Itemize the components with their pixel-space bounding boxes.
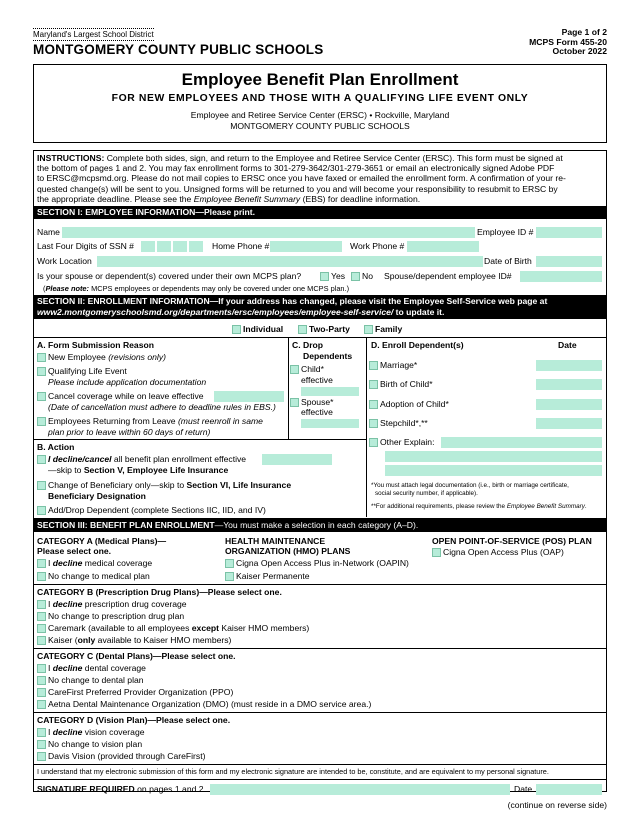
option-label: all benefit plan enrollment effective [111,454,247,464]
form-title: Employee Benefit Plan Enrollment [181,70,459,89]
checkbox[interactable] [37,752,46,761]
drop-child-option[interactable] [290,364,324,375]
home-phone-label: Home Phone # [212,241,270,251]
other-explain-field-3[interactable] [385,465,602,476]
instructions-label: INSTRUCTIONS: [37,153,105,163]
coverage-family[interactable] [364,324,402,335]
section2b-title: B. Action [37,442,75,452]
signature-date-label: Date [514,784,533,794]
section3-header [33,518,607,532]
section3-title: SECTION III: BENEFIT PLAN ENROLLMENT [37,520,215,530]
enroll-other-option[interactable] [369,437,434,448]
option-label: I [48,727,53,737]
rx-decline-option[interactable] [37,599,187,610]
option-label: Caremark (available to all employees [48,623,192,633]
checkbox[interactable] [369,438,378,447]
option-label: Cigna Open Access Plus in-Network (OAPIN) [236,558,409,568]
work-phone-field[interactable] [407,241,479,252]
option-label: except [191,623,220,633]
cancel-note: (Date of cancellation must adhere to deadline rules in EBS.) [48,402,276,412]
option-label: Adoption of Child* [380,399,449,409]
employee-id-label: Employee ID # [477,227,534,237]
option-label: Child* [301,364,324,374]
option-label: Birth of Child* [380,379,433,389]
pos-title: OPEN POINT-OF-SERVICE (POS) PLAN [432,536,592,546]
checkbox[interactable] [37,676,46,685]
work-location-label: Work Location [37,256,92,266]
dental-decline-option[interactable] [37,663,146,674]
option-label: Qualifying Life Event [48,366,127,376]
pos-cigna-option[interactable] [432,547,564,558]
dental-dmo-option[interactable] [37,699,371,710]
option-label: Marriage* [380,360,418,370]
spouse-id-label: Spouse/dependent employee ID# [384,271,512,281]
checkbox[interactable] [37,664,46,673]
option-label: Aetna Dental Maintenance Organization (DMO) (must reside in a DMO service area.) [48,699,372,709]
checkbox[interactable] [37,481,46,490]
note-text: MCPS employees or dependents may only be covered under one MCPS plan.) [89,284,350,293]
dob-label: Date of Birth [484,256,532,266]
note-paren: ( [43,284,46,293]
instructions-line: Complete both sides, sign, and return to the Employee and Retiree Service Center (ERSC). This form must be signed at [106,153,563,163]
checkbox[interactable] [364,325,373,334]
qle-note: Please include application documentation [48,377,207,387]
checkbox[interactable] [351,272,360,281]
form-date: October 2022 [552,46,607,56]
option-label: Davis Vision (provided through CareFirst) [48,751,206,761]
service-center: Employee and Retiree Service Center (ERSC) • Rockville, Maryland [190,110,450,120]
rx-kaiser-option[interactable] [37,635,231,646]
option-label: Yes [331,271,346,281]
checkbox[interactable] [290,365,299,374]
decline-all-option[interactable] [37,454,246,465]
option-label: No change to vision plan [48,739,143,749]
option-label: Kaiser Permanente [236,571,310,581]
hmo-cigna-option[interactable] [225,558,409,569]
checkbox[interactable] [37,572,46,581]
hmo-kaiser-option[interactable] [225,571,310,582]
checkbox[interactable] [225,572,234,581]
checkbox[interactable] [225,559,234,568]
checkbox[interactable] [369,361,378,370]
checkbox[interactable] [37,506,46,515]
district-name: MONTGOMERY COUNTY PUBLIC SCHOOLS [33,42,324,57]
ess-link[interactable]: www2.montgomeryschoolsmd.org/departments/ersc/employees/employee-self-service/ [37,307,394,317]
divider [33,337,607,338]
enroll-stepchild-option[interactable] [369,418,428,429]
ssn-digit-4[interactable] [189,241,203,252]
checkbox[interactable] [369,400,378,409]
footnote-1 [371,482,569,498]
enroll-birth-option[interactable] [369,379,433,390]
ssn-digit-1[interactable] [141,241,155,252]
option-label: Stepchild*,** [380,418,428,428]
signature-pages: on pages 1 and 2 [134,784,204,794]
medical-decline-option[interactable] [37,558,152,569]
cat-c-title: CATEGORY C (Dental Plans)—Please select one. [37,651,236,661]
checkbox[interactable] [432,548,441,557]
option-label: No change to dental plan [48,675,144,685]
section1-header: SECTION I: EMPLOYEE INFORMATION—Please print. [33,206,607,219]
dental-ppo-option[interactable] [37,687,233,698]
option-label: I decline/cancel [48,454,112,464]
divider [33,712,607,713]
coverage-individual[interactable] [232,324,283,335]
option-label: I [48,663,53,673]
cancel-coverage-option[interactable] [37,391,204,402]
ssn-label: Last Four Digits of SSN # [37,241,134,251]
dob-field[interactable] [536,256,602,267]
divider [33,439,366,440]
option-label: decline [52,599,83,609]
page-number: Page 1 of 2 [561,27,607,37]
district-tag: Maryland's Largest School District [33,30,154,39]
option-label: medical coverage [82,558,153,568]
spouse-no-option[interactable] [351,271,373,282]
qualifying-life-event-option[interactable] [37,366,127,377]
checkbox[interactable] [37,417,46,426]
option-label: No [362,271,373,281]
checkbox[interactable] [37,612,46,621]
option-label: available to Kaiser HMO members) [95,635,232,645]
ebs-reference: Employee Benefit Summary [193,193,301,204]
checkbox[interactable] [232,325,241,334]
cat-b-select: —Please select one. [199,587,282,597]
checkbox[interactable] [37,636,46,645]
option-label: decline [52,663,83,673]
mcps-note [43,284,349,293]
employee-id-field[interactable] [536,227,602,238]
cat-a-select: Please select one. [37,546,112,556]
add-drop-dependent-option[interactable] [37,505,266,516]
work-location-field[interactable] [97,256,483,267]
ssn-digit-2[interactable] [157,241,171,252]
name-label: Name [37,227,60,237]
checkbox[interactable] [37,367,46,376]
section2-header-line: SECTION II: ENROLLMENT INFORMATION—If your address has changed, please visit the Employee Self-Service web page at [37,296,548,306]
vision-no-change-option[interactable] [37,739,142,750]
checkbox[interactable] [37,392,46,401]
birth-date-field[interactable] [536,379,602,390]
cat-a-title [37,536,166,556]
option-label: Cancel coverage while on leave effective [48,391,204,401]
checkbox[interactable] [37,728,46,737]
spouse-id-field[interactable] [520,271,602,282]
section2a-title: A. Form Submission Reason [37,340,154,350]
instructions-line: quested change(s) will be sent to you. Unsigned forms will be returned to you and will become your responsibility to resubmit to ERSC by [37,183,558,194]
enroll-adoption-option[interactable] [369,399,449,410]
section2c-title-line: C. Drop [292,340,324,350]
cat-a-title-line: CATEGORY A (Medical Plans)— [37,536,167,546]
option-label: I [48,558,53,568]
instructions [37,153,603,204]
option-note: (revisions only) [108,352,166,362]
rx-no-change-option[interactable] [37,611,184,622]
ssn-digit-3[interactable] [173,241,187,252]
checkbox[interactable] [369,380,378,389]
spouse-question: Is your spouse or dependent(s) covered under their own MCPS plan? [37,271,302,281]
divider [288,337,289,439]
skip-note [48,465,228,476]
option-label: Kaiser ( [48,635,78,645]
note-label: Please note: [45,284,90,293]
instructions-line: the bottom of pages 1 and 2. You may fax enrollment forms to 301-279-3642/301-279-3651 or email an electronically signed Adobe PDF [37,163,555,174]
stepchild-date-field[interactable] [536,418,602,429]
option-label: decline [52,558,83,568]
footnote-line: **For additional requirements, please review the [371,503,507,510]
checkbox[interactable] [369,419,378,428]
section2d-date-title: Date [558,340,577,350]
checkbox[interactable] [37,624,46,633]
option-label: Two-Party [309,324,350,334]
option-label: No change to medical plan [48,571,150,581]
coverage-two-party[interactable] [298,324,350,335]
drop-spouse-date-field[interactable] [301,419,359,428]
signature-date-field[interactable] [536,784,602,795]
instructions-line: the appropriate deadline. Please see the [37,193,194,204]
option-label: only [77,635,96,645]
checkbox[interactable] [37,700,46,709]
instructions-line: to ERSC@mcpsmd.org. Please do not mail copies to ERSC once you have faxed or emailed the enrollment form. A confirmation of your re- [37,173,566,184]
cat-b-title [37,587,282,598]
cancel-date-field[interactable] [214,391,284,402]
divider [33,779,607,780]
checkbox[interactable] [37,353,46,362]
form-number: MCPS Form 455-20 [529,36,607,47]
option-label: Add/Drop Dependent (complete Sections IIC, IID, and IV) [48,505,266,515]
vision-davis-option[interactable] [37,751,205,762]
decline-date-field[interactable] [262,454,332,465]
returning-from-leave-option[interactable] [37,416,263,427]
checkbox[interactable] [298,325,307,334]
checkbox[interactable] [37,600,46,609]
other-explain-field[interactable] [441,437,602,448]
option-label: CareFirst Preferred Provider Organization (PPO) [48,687,234,697]
section2-header-line: to update it. [393,307,445,317]
signature-required: SIGNATURE REQUIRED [37,784,135,794]
footnote-2 [371,503,587,511]
option-label: dental coverage [82,663,146,673]
option-label: I [48,599,53,609]
marriage-date-field[interactable] [536,360,602,371]
divider [33,764,607,765]
section2d-title: D. Enroll Dependent(s) [371,340,464,350]
option-label: Section VI, Life Insurance [186,480,292,490]
option-label: prescription drug coverage [82,599,187,609]
option-label: vision coverage [82,727,145,737]
checkbox[interactable] [290,398,299,407]
ebs-reference: Employee Benefit Summary [506,503,585,510]
option-label: decline [52,727,83,737]
beneficiary-section: Beneficiary Designation [48,491,146,501]
continue-note: (continue on reverse side) [507,800,607,810]
vision-decline-option[interactable] [37,727,145,738]
footnote-line: social security number, if applicable). [375,490,478,497]
new-employee-option[interactable] [37,352,166,363]
signature-field[interactable] [210,784,510,795]
drop-child-date-field[interactable] [301,387,359,396]
skip-section: Section V, Employee Life Insurance [83,465,229,475]
hmo-title-line: ORGANIZATION (HMO) PLANS [225,546,351,556]
hmo-title [225,536,350,556]
other-explain-field-2[interactable] [385,451,602,462]
section2c-title [292,340,352,361]
footnote-line: . [584,503,587,510]
checkbox[interactable] [37,559,46,568]
dental-no-change-option[interactable] [37,675,144,686]
returning-note: plan prior to leave within 60 days of return) [48,427,211,437]
checkbox[interactable] [37,455,46,464]
name-field[interactable] [62,227,475,238]
option-note: (must reenroll in same [177,416,263,426]
effective-label: effective [301,407,333,417]
option-label: Other Explain: [380,437,435,447]
signature-label [37,784,204,795]
option-label: No change to prescription drug plan [48,611,185,621]
option-label: Individual [243,324,284,334]
option-label: Family [375,324,403,334]
spouse-yes-option[interactable] [320,271,345,282]
cat-b-title-text: CATEGORY B (Prescription Drug Plans) [37,587,200,597]
footnote-line: *You must attach legal documentation (i.e., birth or marriage certificate, [371,482,569,489]
checkbox[interactable] [37,740,46,749]
form-subtitle: FOR NEW EMPLOYEES AND THOSE WITH A QUALIFYING LIFE EVENT ONLY [111,93,529,104]
hmo-title-line: HEALTH MAINTENANCE [225,536,326,546]
rx-caremark-option[interactable] [37,623,309,634]
divider [366,337,367,517]
cat-d-title: CATEGORY D (Vision Plan)—Please select one. [37,715,231,725]
work-phone-label: Work Phone # [350,241,405,251]
option-label: Kaiser HMO members) [219,623,310,633]
medical-no-change-option[interactable] [37,571,150,582]
skip-text: —skip to [48,465,84,475]
checkbox[interactable] [320,272,329,281]
section2c-title-line: Dependents [303,350,353,361]
option-label: Change of Beneficiary only—skip to [48,480,187,490]
adoption-date-field[interactable] [536,399,602,410]
home-phone-field[interactable] [270,241,342,252]
option-label: Cigna Open Access Plus (OAP) [443,547,564,557]
option-label: Spouse* [301,397,334,407]
title-district: MONTGOMERY COUNTY PUBLIC SCHOOLS [230,121,410,131]
divider [33,584,607,585]
e-signature-statement: I understand that my electronic submission of this form and my electronic signature are intended to be, constitute, and are equivalent to my personal signature. [37,767,549,776]
change-beneficiary-option[interactable] [37,480,291,491]
option-label: Employees Returning from Leave [48,416,176,426]
checkbox[interactable] [37,688,46,697]
section2-header [33,295,607,319]
divider [33,648,607,649]
enroll-marriage-option[interactable] [369,360,417,371]
effective-label: effective [301,375,333,385]
form-meta [529,28,607,57]
instructions-line: (EBS) for deadline information. [300,193,421,204]
section3-subtitle: —You must make a selection in each category (A–D). [214,520,419,530]
option-label: New Employee [48,352,106,362]
